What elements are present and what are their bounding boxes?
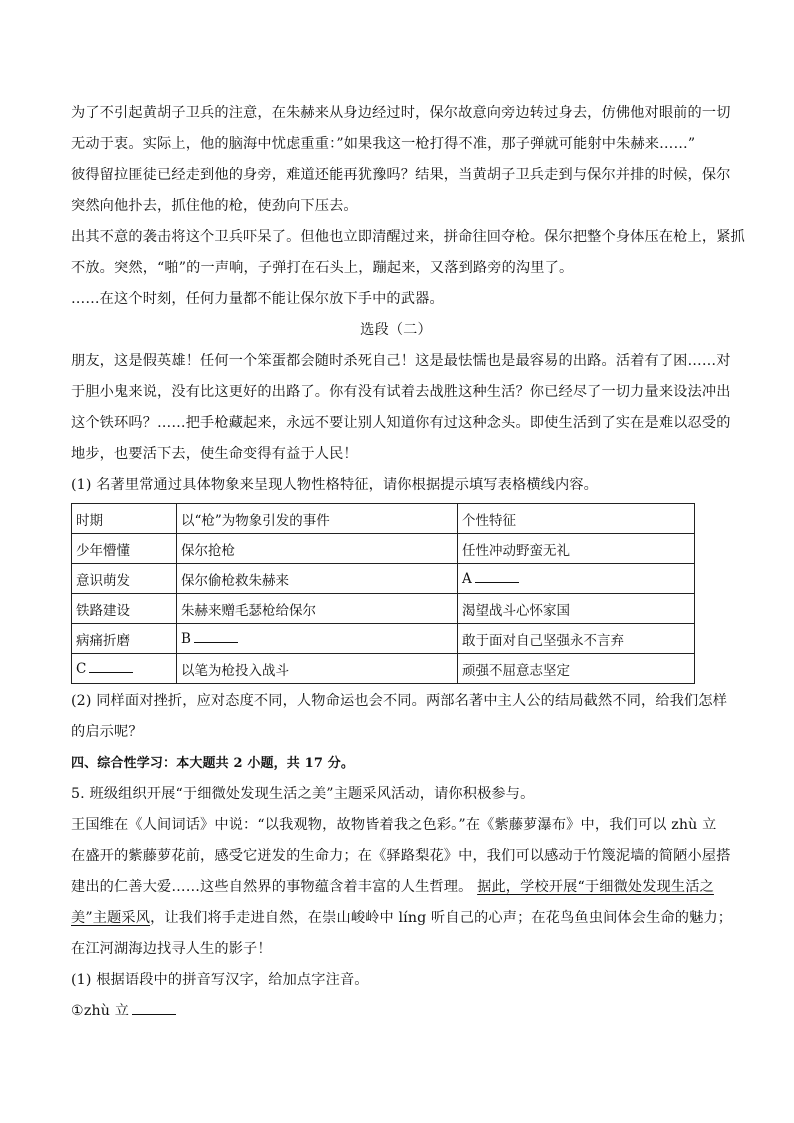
- table-cell-blank-a[interactable]: [458, 564, 695, 594]
- fill-in-blank[interactable]: [475, 570, 519, 583]
- table-cell-blank-b[interactable]: [177, 624, 458, 654]
- passage-line: 地步，也要活下去，使生命变得有益于人民！: [71, 446, 358, 462]
- passage-line: 彼得留拉匪徒已经走到他的身旁，难道还能再犹豫吗？结果，当黄胡子卫兵走到与保尔并排的时候，保尔: [71, 167, 731, 183]
- passage-line: 朋友，这是假英雄！任何一个笨蛋都会随时杀死自己！这是最怯懦也是最容易的出路。活着有了困……对: [71, 353, 731, 369]
- table-cell-blank-c[interactable]: [72, 654, 177, 684]
- table-row: [72, 594, 695, 624]
- question-5-passage: [71, 810, 733, 965]
- table-cell: 任性冲动野蛮无礼: [458, 534, 695, 564]
- table-header-cell: 以“枪”为物象引发的事件: [177, 504, 458, 534]
- table-cell: 意识萌发: [72, 564, 177, 594]
- passage-line: [71, 903, 733, 934]
- answer-label: ①zhù 立: [71, 1003, 130, 1019]
- table-cell: 保尔偷枪救朱赫来: [177, 564, 458, 594]
- table-cell: 铁路建设: [72, 594, 177, 624]
- table-cell: 以笔为枪投入战斗: [177, 654, 458, 684]
- section-two-title: 选段（二）: [360, 322, 432, 338]
- table-row: [72, 654, 695, 684]
- passage-line: 无动于衷。实际上，他的脑海中忧虑重重：”如果我这一枪打得不准，那子弹就可能射中朱赫来……”: [71, 136, 696, 152]
- answer-line-1: [71, 996, 721, 1027]
- table-cell: 保尔抢枪: [177, 534, 458, 564]
- passage-text: ，让我们将手走进自然，在崇山峻岭中 líng 听自己的心声；在花鸟鱼虫间体会生命的魅力；: [150, 910, 733, 926]
- question-5-sub-1: (1) 根据语段中的拼音写汉字，给加点字注音。: [71, 972, 369, 988]
- underlined-sentence: 美”主题采风: [71, 910, 151, 926]
- underlined-sentence: 据此，学校开展“于细微处发现生活之: [477, 879, 714, 895]
- passage-line: 不放。突然，“啪”的一声响，子弹打在石头上，蹦起来，又落到路旁的沟里了。: [71, 260, 574, 276]
- question-5-title: 5. 班级组织开展“于细微处发现生活之美”主题采风活动，请你积极参与。: [71, 786, 535, 802]
- table-row: [72, 564, 695, 594]
- blank-label: C: [76, 661, 87, 677]
- passage-line: [71, 872, 721, 903]
- question-1-prompt: (1) 名著里常通过具体物象来呈现人物性格特征，请你根据提示填写表格横线内容。: [71, 477, 599, 493]
- fill-in-blank[interactable]: [89, 660, 133, 673]
- fill-in-blank[interactable]: [132, 1002, 176, 1015]
- table-cell: 病痛折磨: [72, 624, 177, 654]
- table-header-cell: 个性特征: [458, 504, 695, 534]
- table-header-row: [72, 504, 695, 534]
- table-cell: 敢于面对自己坚强永不言弃: [458, 624, 695, 654]
- passage-one: [71, 98, 745, 315]
- section-four-heading: 四、综合性学习：本大题共 2 小题，共 17 分。: [71, 756, 354, 771]
- passage-two: [71, 346, 731, 470]
- table-cell: 朱赫来赠毛瑟枪给保尔: [177, 594, 458, 624]
- table-cell: 少年懵懂: [72, 534, 177, 564]
- passage-line: 为了不引起黄胡子卫兵的注意，在朱赫来从身边经过时，保尔故意向旁边转过身去，仿佛他对眼前的一切: [71, 105, 731, 121]
- fill-in-blank[interactable]: [194, 630, 238, 643]
- table-row: [72, 624, 695, 654]
- passage-line: 突然向他扑去，抓住他的枪，使劲向下压去。: [71, 198, 358, 214]
- table-cell: 渴望战斗心怀家国: [458, 594, 695, 624]
- passage-line: 王国维在《人间词话》中说：“以我观物，故物皆着我之色彩。”在《紫藤萝瀑布》中，我们可以 zhù 立: [71, 817, 717, 833]
- passage-text: 建出的仁善大爱……这些自然界的事物蕴含着丰富的人生哲理。: [71, 879, 473, 895]
- table-cell: 顽强不屈意志坚定: [458, 654, 695, 684]
- question-2-line: (2) 同样面对挫折，应对态度不同，人物命运也会不同。两部名著中主人公的结局截然不同，给我们怎样: [71, 693, 728, 709]
- exam-page: [71, 98, 745, 1027]
- question-2-line: 的启示呢？: [71, 724, 143, 740]
- passage-line: 于胆小鬼来说，没有比这更好的出路了。你有没有试着去战胜这种生活？你已经尽了一切力量来设法冲出: [71, 384, 731, 400]
- table-row: [72, 534, 695, 564]
- passage-line: 这个铁环吗？……把手枪藏起来，永远不要让别人知道你有过这种念头。即使生活到了实在是难以忍受的: [71, 415, 731, 431]
- character-trait-table: [71, 503, 695, 684]
- passage-line: 出其不意的袭击将这个卫兵吓呆了。但他也立即清醒过来，拼命往回夺枪。保尔把整个身体压在枪上，紧抓: [71, 229, 745, 245]
- blank-label: A: [462, 571, 472, 587]
- passage-line: 在江河湖海边找寻人生的影子！: [71, 941, 272, 957]
- passage-line: ……在这个时刻，任何力量都不能让保尔放下手中的武器。: [71, 291, 444, 307]
- table-header-cell: 时期: [72, 504, 177, 534]
- blank-label: B: [181, 631, 191, 647]
- passage-line: 在盛开的紫藤萝花前，感受它迸发的生命力；在《驿路梨花》中，我们可以感动于竹篾泥墙的简陋小屋搭: [71, 848, 731, 864]
